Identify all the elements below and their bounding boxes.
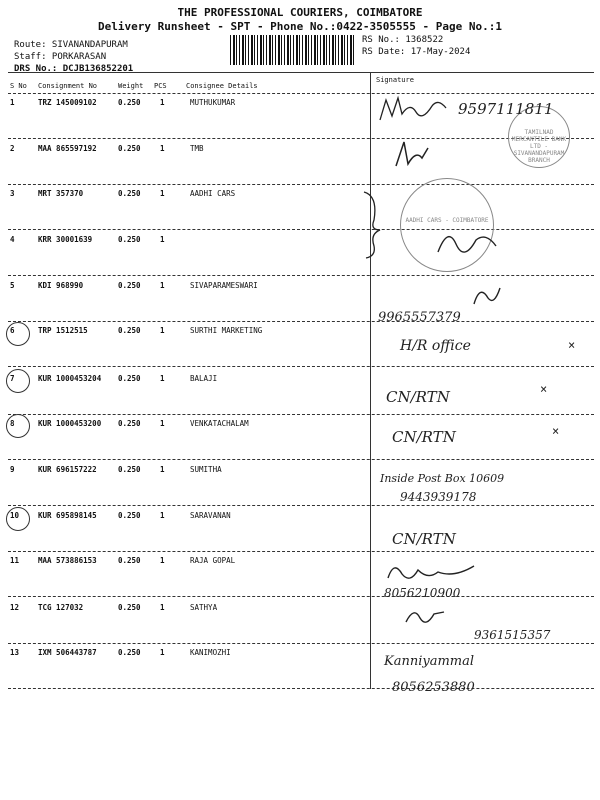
- row-divider: [8, 138, 594, 139]
- signature-mark-2: [392, 138, 432, 170]
- row-weight: 0.250: [118, 465, 141, 474]
- row-pcs: 1: [160, 419, 165, 428]
- row-sno: 12: [10, 603, 20, 612]
- runsheet-subtitle: Delivery Runsheet - SPT - Phone No.:0422-3505555 - Page No.:1: [98, 20, 502, 33]
- row-sno: 6: [10, 326, 15, 335]
- row-divider: [8, 551, 594, 552]
- cross-mark-8: ×: [552, 424, 560, 438]
- row-consignee: SIVAPARAMESWARI: [190, 281, 258, 290]
- row-pcs: 1: [160, 556, 165, 565]
- row-divider: [8, 184, 594, 185]
- row-weight: 0.250: [118, 326, 141, 335]
- row-sno: 5: [10, 281, 15, 290]
- aadhi-cars-stamp: AADHI CARS - COIMBATORE: [400, 178, 494, 272]
- row-sno: 1: [10, 98, 15, 107]
- signature-1-phone: 9597111811: [458, 100, 554, 118]
- row-weight: 0.250: [118, 511, 141, 520]
- row-divider: [8, 596, 594, 597]
- signature-8-note: CN/RTN: [392, 428, 456, 446]
- row-circle-10: [6, 507, 30, 531]
- row-consignee: MUTHUKUMAR: [190, 98, 236, 107]
- row-pcs: 1: [160, 281, 165, 290]
- row-consignee: TMB: [190, 144, 204, 153]
- row-pcs: 1: [160, 648, 165, 657]
- signature-10-note: CN/RTN: [392, 530, 456, 548]
- row-divider: [8, 459, 594, 460]
- row-divider: [8, 366, 594, 367]
- row-sno: 10: [10, 511, 20, 520]
- row-pcs: 1: [160, 511, 165, 520]
- row-weight: 0.250: [118, 144, 141, 153]
- signature-mark-5: [466, 280, 506, 310]
- row-divider: [8, 275, 594, 276]
- signature-mark-1: [376, 92, 456, 126]
- row-divider: [8, 414, 594, 415]
- row-consignee: AADHI CARS: [190, 189, 236, 198]
- row-pcs: 1: [160, 235, 165, 244]
- row-pcs: 1: [160, 144, 165, 153]
- rs-date: RS Date: 17-May-2024: [362, 47, 471, 57]
- row-divider: [8, 688, 594, 689]
- row-consignment-no: MAA 865597192: [38, 144, 97, 153]
- row-sno: 8: [10, 419, 15, 428]
- row-consignee: KANIMOZHI: [190, 648, 231, 657]
- row-consignee: SARAVANAN: [190, 511, 231, 520]
- signature-mark-11: [384, 558, 494, 588]
- signature-5-phone: 9965557379: [378, 310, 461, 325]
- col-sno: S No: [10, 82, 27, 90]
- row-divider: [8, 229, 594, 230]
- row-divider: [8, 505, 594, 506]
- row-circle-8: [6, 414, 30, 438]
- row-weight: 0.250: [118, 648, 141, 657]
- row-consignment-no: TRZ 145009102: [38, 98, 97, 107]
- col-pcs: PCS: [154, 82, 167, 90]
- row-weight: 0.250: [118, 98, 141, 107]
- row-consignee: SUMITHA: [190, 465, 222, 474]
- row-consignee: RAJA GOPAL: [190, 556, 236, 565]
- row-consignment-no: MAA 573886153: [38, 556, 97, 565]
- signature-13-name: Kanniyammal: [384, 654, 475, 669]
- signature-12-phone: 9361515357: [474, 628, 551, 642]
- signature-mark-4: [432, 222, 502, 258]
- row-consignment-no: KUR 1000453204: [38, 374, 102, 383]
- row-sno: 13: [10, 648, 20, 657]
- row-consignee: SURTHI MARKETING: [190, 326, 263, 335]
- row-weight: 0.250: [118, 281, 141, 290]
- row-pcs: 1: [160, 189, 165, 198]
- row-consignment-no: KUR 1000453200: [38, 419, 102, 428]
- row-consignment-no: KDI 968990: [38, 281, 84, 290]
- signature-6-note: H/R office: [400, 338, 471, 354]
- row-circle-6: [6, 322, 30, 346]
- signature-11-phone: 8056210900: [384, 586, 461, 600]
- row-consignment-no: TCG 127032: [38, 603, 84, 612]
- signature-9-note: Inside Post Box 10609: [380, 472, 505, 485]
- row-pcs: 1: [160, 374, 165, 383]
- row-pcs: 1: [160, 98, 165, 107]
- staff-label: Staff: PORKARASAN: [14, 52, 107, 62]
- row-weight: 0.250: [118, 189, 141, 198]
- row-sno: 2: [10, 144, 15, 153]
- col-signature: Signature: [376, 76, 414, 84]
- row-pcs: 1: [160, 326, 165, 335]
- table-top-rule: [8, 72, 594, 73]
- row-pcs: 1: [160, 465, 165, 474]
- row-weight: 0.250: [118, 235, 141, 244]
- header-rule: [8, 93, 594, 94]
- row-sno: 7: [10, 374, 15, 383]
- row-consignment-no: KUR 696157222: [38, 465, 97, 474]
- row-weight: 0.250: [118, 556, 141, 565]
- company-title: THE PROFESSIONAL COURIERS, COIMBATORE: [177, 6, 423, 19]
- row-divider: [8, 321, 594, 322]
- barcode: [230, 35, 355, 65]
- cross-mark-6: ×: [568, 338, 576, 352]
- row-sno: 9: [10, 465, 15, 474]
- row-weight: 0.250: [118, 374, 141, 383]
- col-weight: Weight: [118, 82, 144, 90]
- drs-number: DRS No.: DCJB136852201: [14, 64, 134, 74]
- row-consignee: BALAJI: [190, 374, 218, 383]
- route-label: Route: SIVANANDAPURAM: [14, 40, 128, 50]
- signature-mark-12: [400, 604, 460, 634]
- rs-number: RS No.: 1368522: [362, 35, 444, 45]
- row-consignment-no: KRR 30001639: [38, 235, 93, 244]
- signature-7-note: CN/RTN: [386, 388, 450, 406]
- bracket-mark: [360, 190, 386, 260]
- row-weight: 0.250: [118, 603, 141, 612]
- row-circle-7: [6, 369, 30, 393]
- row-divider: [8, 643, 594, 644]
- row-weight: 0.250: [118, 419, 141, 428]
- col-consignee: Consignee Details: [186, 82, 258, 90]
- col-consignment: Consignment No: [38, 82, 98, 90]
- row-consignee: VENKATACHALAM: [190, 419, 249, 428]
- row-consignee: SATHYA: [190, 603, 218, 612]
- row-consignment-no: TRP 1512515: [38, 326, 88, 335]
- row-sno: 3: [10, 189, 15, 198]
- row-sno: 4: [10, 235, 15, 244]
- tmb-stamp: TAMILNAD MERCANTILE BANK LTD - SIVANANDAPURAM BRANCH: [508, 106, 570, 168]
- row-pcs: 1: [160, 603, 165, 612]
- cross-mark-7: ×: [540, 382, 548, 396]
- signature-9-phone: 9443939178: [400, 490, 477, 504]
- row-consignment-no: KUR 695898145: [38, 511, 97, 520]
- row-sno: 11: [10, 556, 20, 565]
- runsheet-table: [8, 76, 594, 691]
- row-consignment-no: MRT 357370: [38, 189, 84, 198]
- row-consignment-no: IXM 506443787: [38, 648, 97, 657]
- signature-13-phone: 8056253880: [392, 680, 475, 695]
